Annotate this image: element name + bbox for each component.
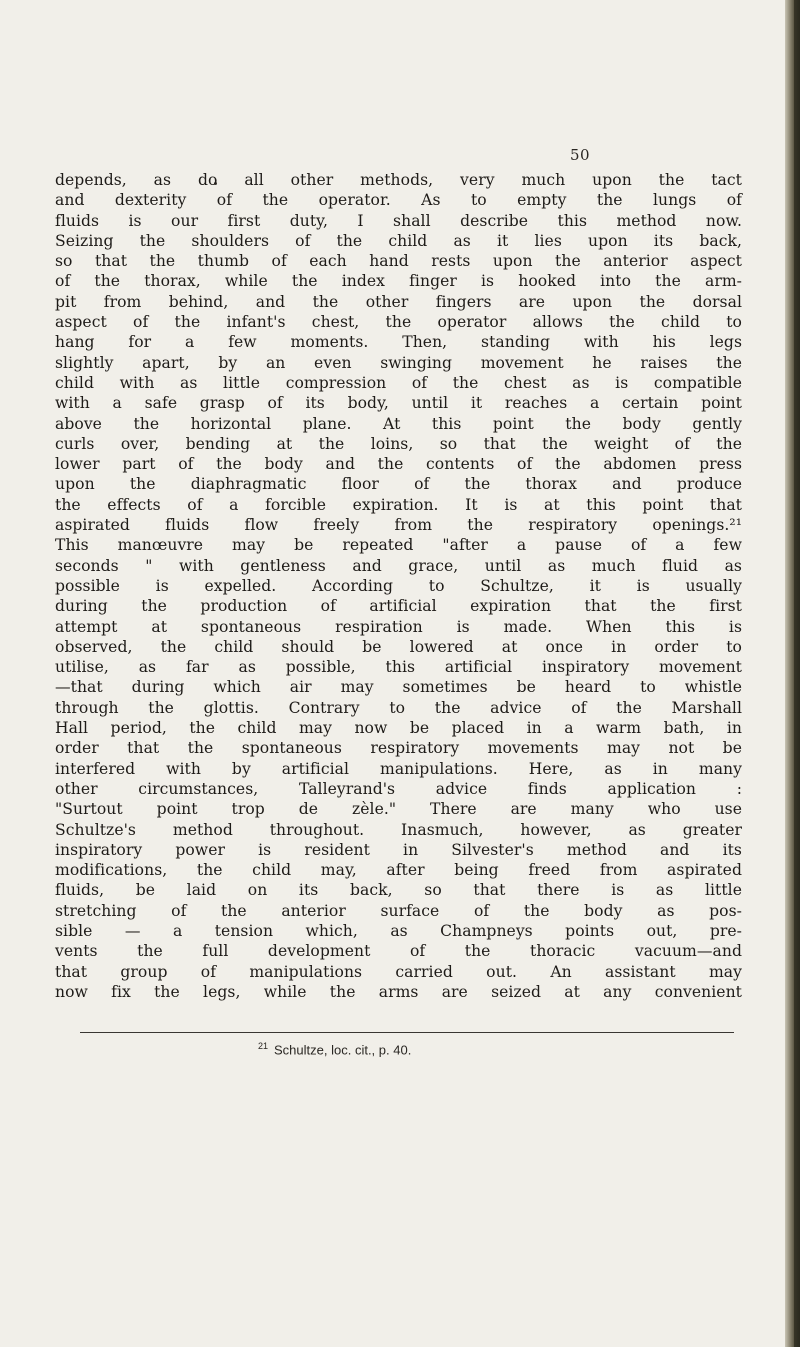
text-line: —that during which air may sometimes be heard to whistle — [55, 678, 742, 697]
text-line: above the horizontal plane. At this point the body gently — [55, 414, 742, 433]
text-line: Hall period, the child may now be placed in a warm bath, in — [55, 719, 742, 738]
body-text — [55, 170, 742, 1002]
text-line: lower part of the body and the contents of the abdomen press — [55, 455, 742, 474]
footnote-divider — [80, 1032, 734, 1033]
text-line: with a safe grasp of its body, until it reaches a certain point — [55, 394, 742, 413]
text-line: aspirated fluids flow freely from the respiratory openings.²¹ — [55, 516, 742, 535]
text-line: upon the diaphragmatic floor of the thorax and produce — [55, 475, 742, 494]
text-line: slightly apart, by an even swinging movement he raises the — [55, 353, 742, 372]
text-line: fluids, be laid on its back, so that there is as little — [55, 881, 742, 900]
text-line: possible is expelled. According to Schultze, it is usually — [55, 576, 742, 595]
text-line: fluids is our first duty, I shall describe this method now. — [55, 211, 742, 230]
text-line: vents the full development of the thoracic vacuum—and — [55, 942, 742, 961]
footnote-text: Schultze, loc. cit., p. 40. — [274, 1042, 412, 1058]
text-line: through the glottis. Contrary to the advice of the Marshall — [55, 698, 742, 717]
text-line: sible — a tension which, as Champneys points out, pre- — [55, 921, 742, 940]
text-line: attempt at spontaneous respiration is made. When this is — [55, 617, 742, 636]
text-line: depends, as do all other methods, very much upon the tact — [55, 171, 742, 189]
text-line: curls over, bending at the loins, so that the weight of the — [55, 434, 742, 453]
text-line: interfered with by artificial manipulations. Here, as in many — [55, 759, 742, 778]
footnote-mark: 21 — [258, 1041, 269, 1051]
text-line: modifications, the child may, after being freed from aspirated — [55, 861, 742, 880]
page-number: 50 — [570, 146, 591, 164]
text-line: that group of manipulations carried out. An assistant may — [55, 962, 742, 981]
page-binding-shadow — [794, 0, 800, 1347]
text-line: Seizing the shoulders of the child as it lies upon its back, — [55, 231, 742, 250]
text-line: child with as little compression of the chest as is compatible — [55, 373, 742, 392]
text-line: order that the spontaneous respiratory movements may not be — [55, 739, 742, 758]
text-line: stretching of the anterior surface of the body as pos- — [55, 901, 742, 920]
text-line: utilise, as far as possible, this artificial inspiratory movement — [55, 658, 742, 677]
text-line: now fix the legs, while the arms are seized at any convenient — [55, 982, 742, 1001]
text-line: during the production of artificial expiration that the first — [55, 597, 742, 616]
text-line: pit from behind, and the other fingers are upon the dorsal — [55, 292, 742, 311]
text-line: other circumstances, Talleyrand's advice finds application : — [55, 779, 742, 798]
text-line: hang for a few moments. Then, standing with his legs — [55, 333, 742, 352]
text-line: Schultze's method throughout. Inasmuch, however, as greater — [55, 820, 742, 839]
text-line: the effects of a forcible expiration. It is at this point that — [55, 495, 742, 514]
footnote — [258, 1041, 411, 1057]
text-line: This manœuvre may be repeated "after a pause of a few — [55, 536, 742, 555]
text-line: seconds " with gentleness and grace, until as much fluid as — [55, 556, 742, 575]
text-line: inspiratory power is resident in Silvester's method and its — [55, 840, 742, 859]
text-line: aspect of the infant's chest, the operator allows the child to — [55, 313, 742, 332]
text-line: "Surtout point trop de zèle." There are many who use — [55, 800, 742, 819]
text-line: observed, the child should be lowered at once in order to — [55, 637, 742, 656]
text-line: and dexterity of the operator. As to empty the lungs of — [55, 191, 742, 210]
text-line: of the thorax, while the index finger is hooked into the arm- — [55, 272, 742, 291]
text-line: so that the thumb of each hand rests upon the anterior aspect — [55, 252, 742, 271]
